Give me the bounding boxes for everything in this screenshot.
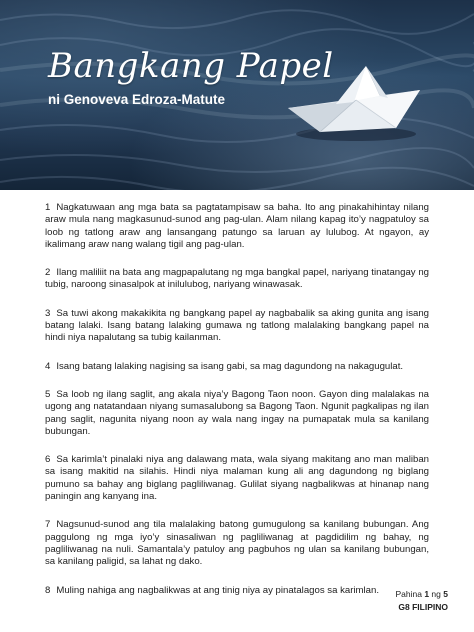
paragraph-4 bbox=[45, 361, 429, 373]
paragraph-number: 8 bbox=[45, 584, 51, 596]
page-total: 5 bbox=[443, 589, 448, 599]
page-of-word: ng bbox=[431, 589, 441, 599]
paragraph-7 bbox=[45, 519, 429, 568]
paragraph-text: Sa karimla’t pinalaki niya ang dalawang mata, wala siyang makitang ano man maliban sa isang makitid na silahis. Hindi niya malaman kung ali ang dagundong ng biglang pumuno sa bahay ang biglang pagliliwanag. Gulilat siyang nagbalikwas at hinanap nang paningin ang kanyang ina. bbox=[45, 454, 429, 503]
paper-boat-icon bbox=[284, 64, 424, 144]
page-current: 1 bbox=[424, 589, 430, 599]
story-author: ni Genoveva Edroza-Matute bbox=[48, 92, 226, 107]
paragraph-number: 2 bbox=[45, 267, 51, 279]
page-indicator bbox=[395, 588, 448, 601]
paragraph-5 bbox=[45, 389, 429, 438]
paragraph-1 bbox=[45, 202, 429, 251]
paragraph-text: Muling nahiga ang nagbalikwas at ang tinig niya ay pinatalagos sa karimlan. bbox=[56, 584, 380, 596]
paragraph-2 bbox=[45, 267, 429, 292]
paragraph-3 bbox=[45, 308, 429, 345]
paragraph-text: Nagsunud-sunod ang tila malalaking batong gumugulong sa kanilang bubungan. Ang paggulong ng mga iyo’y sinasaliwan ng pagliliwanag at pagdidilim ng bahay, ng pagliliwanag na nuli. Samantala’y patuloy ang pagbuhos ng ulan sa kanilang bubungan, sa kanilang paligid, sa lahat ng dako. bbox=[45, 519, 429, 568]
paragraph-number: 3 bbox=[45, 307, 51, 319]
paragraph-number: 1 bbox=[45, 202, 51, 213]
paragraph-text: Nagkatuwaan ang mga bata sa pagtatampisaw sa baha. Ito ang pinakahihintay nilang araw mula nang magkasunud-sunod ang pag-ulan. Alam nilang kapag ito’y nagpatuloy sa loob ng tatlong araw ang lansangang patungo sa laruan ay lulubog. At ngayon, ay ikalimang araw nang walang tigil ang pag-ulan. bbox=[45, 202, 429, 250]
paragraph-text: Sa loob ng ilang saglit, ang akala niya’y Bagong Taon noon. Gayon ding malalakas na ugong ang natatandaan niyang sumasalubong sa Bagong Taon. Ngunit pagkalipas ng ilan pang saglit, nagunita niyang noon ay wala nang ingay na pumapatak mula sa kanilang bubungan. bbox=[45, 388, 429, 437]
story-body bbox=[45, 202, 429, 613]
page-footer bbox=[395, 588, 448, 614]
paragraph-number: 5 bbox=[45, 388, 51, 400]
story-title: Bangkang Papel bbox=[48, 46, 334, 86]
page-word: Pahina bbox=[395, 589, 422, 599]
paragraph-text: Ilang maliliit na bata ang magpapalutang ng mga bangkal papel, nariyang tinatangay ng tubig, naroong sinasalpok at inilulubog, nariyang winawasak. bbox=[45, 267, 429, 291]
paragraph-6 bbox=[45, 454, 429, 503]
paragraph-number: 6 bbox=[45, 454, 51, 466]
paragraph-8 bbox=[45, 585, 429, 597]
paragraph-number: 7 bbox=[45, 519, 51, 531]
subject-label: G8 FILIPINO bbox=[398, 602, 448, 612]
header-banner bbox=[0, 0, 474, 190]
paragraph-text: Isang batang lalaking nagising sa isang gabi, sa mag dagundong na nakagugulat. bbox=[56, 360, 404, 372]
paragraph-text: Sa tuwi akong makakikita ng bangkang papel ay nagbabalik sa aking gunita ang isang batang lalaki. Isang batang lalaking gumawa ng tatlong malalaking bangkang papel na hindi niya napalutang sa tubig kailanman. bbox=[45, 307, 429, 344]
paragraph-number: 4 bbox=[45, 360, 51, 372]
